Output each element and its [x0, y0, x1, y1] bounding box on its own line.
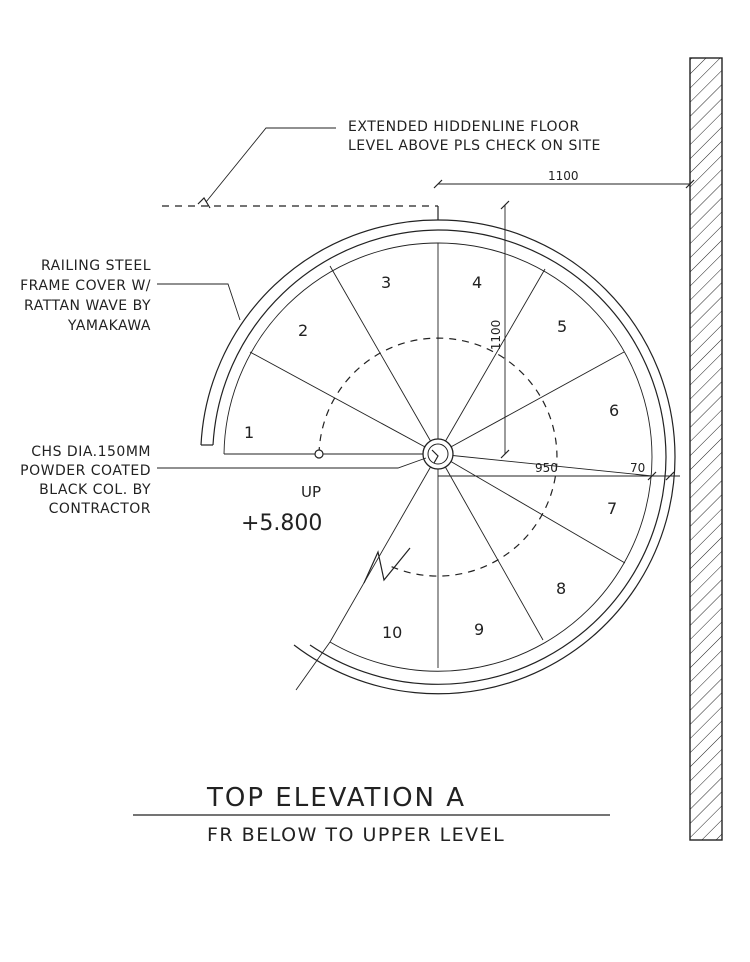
drawing-title: TOP ELEVATION A [207, 783, 467, 813]
railing-outer-arc-left [201, 220, 438, 445]
walk-line-start [315, 450, 323, 458]
break-line-symbol [364, 548, 410, 583]
railing-outer-arc [294, 220, 675, 694]
railing-note-line-2: FRAME COVER W/ [20, 278, 151, 294]
step-number: 9 [474, 620, 485, 639]
column-note-line-2: POWDER COATED [20, 463, 151, 479]
railing-note-line-4: YAMAKAWA [67, 318, 151, 334]
dimension-vertical: 1100 [489, 319, 503, 351]
column-note-line-1: CHS DIA.150MM [31, 444, 151, 460]
railing-note-line-1: RAILING STEEL [41, 258, 151, 274]
column-leader [157, 458, 426, 468]
direction-label: UP [301, 483, 322, 501]
dimension-radius: 950 [535, 461, 558, 475]
hiddenline-note-line-1: EXTENDED HIDDENLINE FLOOR [348, 119, 580, 135]
dimension-railing-gap: 70 [630, 461, 646, 475]
step-number: 8 [556, 579, 567, 598]
level-label: +5.800 [241, 511, 323, 536]
step-number: 6 [609, 401, 620, 420]
railing-inner-arc-left [213, 230, 438, 445]
hiddenline-leader [206, 128, 336, 202]
tread-outer-arc [330, 243, 652, 671]
column-note-line-4: CONTRACTOR [48, 501, 151, 517]
railing-inner-arc [310, 230, 666, 684]
tread-outer-arc-left [224, 243, 438, 454]
step-number: 3 [381, 273, 392, 292]
step-number: 1 [244, 423, 255, 442]
railing-leader [157, 284, 240, 320]
railing-note-line-3: RATTAN WAVE BY [24, 298, 151, 314]
hiddenline-note-line-2: LEVEL ABOVE PLS CHECK ON SITE [348, 138, 601, 154]
step-number: 7 [607, 499, 618, 518]
dimension-top-width: 1100 [548, 169, 579, 183]
drawing-subtitle: FR BELOW TO UPPER LEVEL [207, 824, 506, 846]
step-number: 2 [298, 321, 309, 340]
wall-hatched [690, 58, 722, 840]
step-number: 4 [472, 273, 483, 292]
column-note-line-3: BLACK COL. BY [39, 482, 151, 498]
step-number: 5 [557, 317, 568, 336]
step-number: 10 [382, 623, 403, 642]
